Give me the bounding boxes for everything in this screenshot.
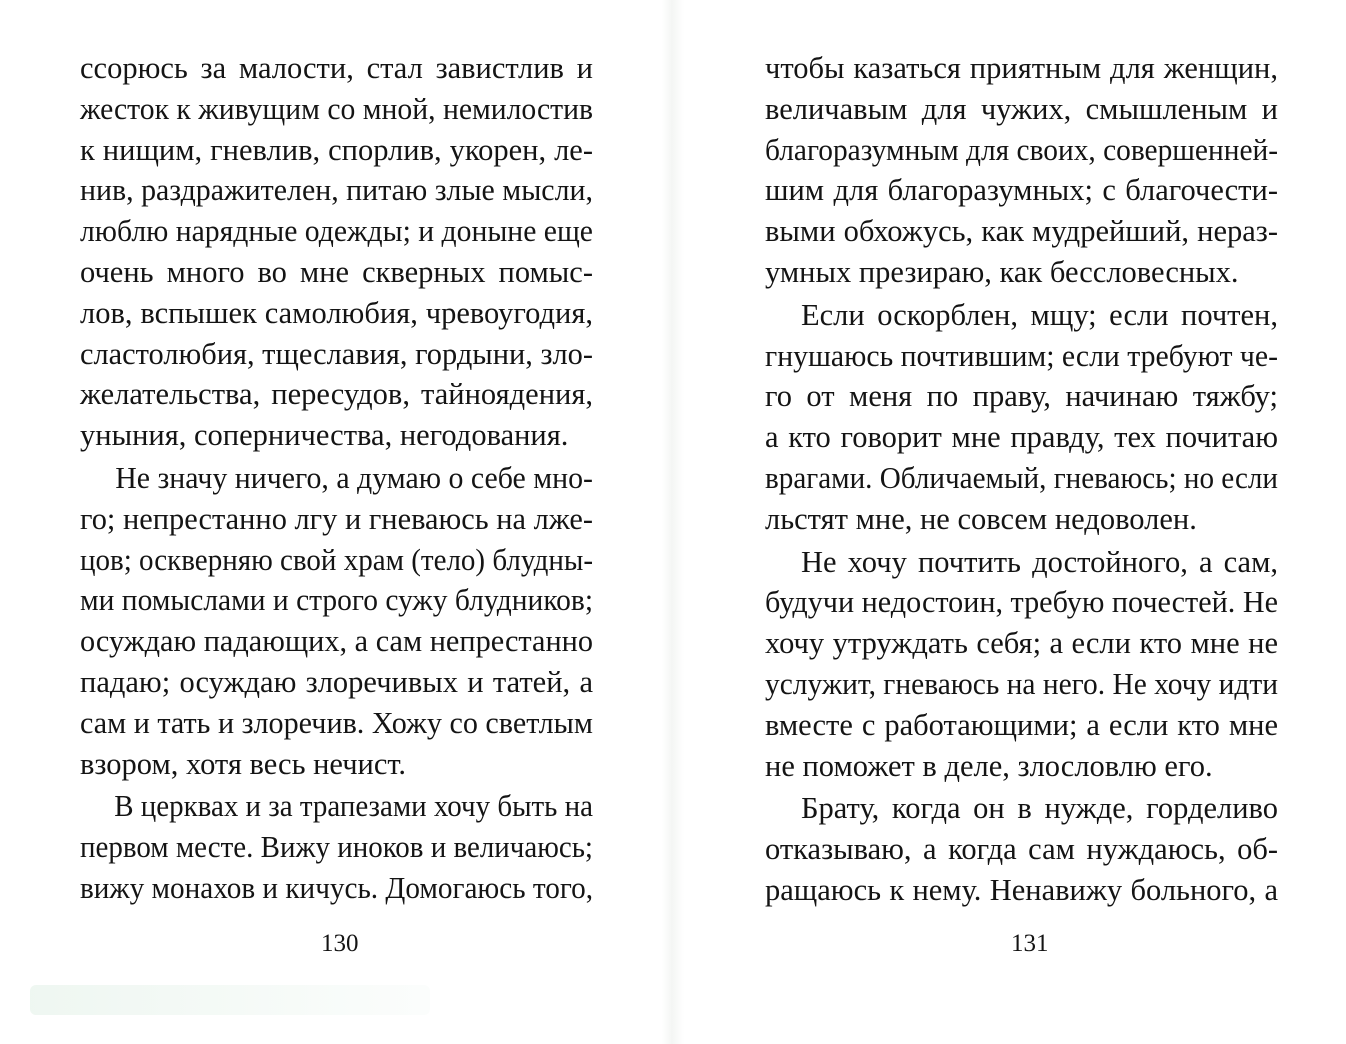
text-line: нив, раздражителен, питаю злые мысли, bbox=[80, 173, 594, 208]
text-line: ми помыслами и строго сужу блудников; bbox=[80, 583, 594, 618]
text-line: вместе с работающими; а если кто мне bbox=[765, 707, 1278, 742]
left-page-number: 130 bbox=[321, 930, 359, 957]
text-line: выми обхожусь, как мудрейший, нераз- bbox=[765, 214, 1278, 249]
text-line: Брату, когда он в нужде, горделиво bbox=[801, 791, 1278, 826]
paragraph bbox=[80, 48, 593, 456]
text-line: лов, вспышек самолюбия, чревоугодия, bbox=[80, 295, 593, 330]
text-line: чтобы казаться приятным для женщин, bbox=[765, 51, 1278, 85]
text-line: врагами. Обличаемый, гневаюсь; но если bbox=[765, 460, 1279, 495]
paragraph bbox=[765, 295, 1278, 540]
text-line: осуждаю падающих, а сам непрестанно bbox=[80, 624, 594, 659]
text-line: умных презираю, как бессловесных. bbox=[765, 254, 1239, 289]
right-page bbox=[765, 48, 1278, 911]
text-line: желательства, пересудов, тайноядения, bbox=[80, 377, 593, 412]
text-line: ссорюсь за малости, стал завистлив и bbox=[80, 51, 593, 85]
text-line: хочу утруждать себя; а если кто мне не bbox=[765, 626, 1278, 661]
text-line: сам и тать и злоречив. Хожу со светлым bbox=[80, 705, 593, 740]
text-line: В церквах и за трапезами хочу быть на bbox=[114, 789, 594, 824]
text-line: будучи недостоин, требую почестей. Не bbox=[765, 585, 1279, 620]
text-line: Не значу ничего, а думаю о себе мно- bbox=[115, 460, 594, 495]
text-line: вижу монахов и кичусь. Домогаюсь того, bbox=[80, 870, 594, 905]
paragraph bbox=[765, 48, 1278, 293]
text-line: к нищим, гневлив, спорлив, укорен, ле- bbox=[80, 132, 593, 167]
text-line: благоразумным для своих, совершенней- bbox=[765, 132, 1279, 167]
text-line: не поможет в деле, злословлю его. bbox=[765, 748, 1213, 783]
text-line: льстят мне, не совсем недоволен. bbox=[765, 501, 1197, 536]
paragraph bbox=[765, 542, 1278, 787]
page-smudge bbox=[30, 985, 430, 1015]
book-gutter bbox=[662, 0, 684, 1044]
text-line: а кто говорит мне правду, тех почитаю bbox=[765, 420, 1278, 455]
text-line: падаю; осуждаю злоречивых и татей, а bbox=[80, 664, 593, 699]
text-line: го от меня по праву, начинаю тяжбу; bbox=[765, 379, 1278, 414]
text-line: жесток к живущим со мной, немилостив bbox=[80, 91, 594, 126]
text-line: отказываю, а когда сам нуждаюсь, об- bbox=[765, 832, 1278, 867]
text-line: люблю нарядные одежды; и доныне еще bbox=[80, 214, 593, 249]
text-line: Не хочу почтить достойного, а сам, bbox=[801, 544, 1278, 579]
text-line: сластолюбия, тщеславия, гордыни, зло- bbox=[80, 336, 593, 371]
text-line: первом месте. Вижу иноков и величаюсь; bbox=[80, 830, 593, 865]
text-line: очень много во мне скверных помыс- bbox=[80, 254, 593, 289]
paragraph bbox=[80, 786, 593, 908]
text-line: цов; оскверняю свой храм (тело) блудны- bbox=[80, 542, 594, 577]
text-line: шим для благоразумных; с благочести- bbox=[765, 173, 1278, 208]
paragraph bbox=[80, 458, 593, 784]
text-line: го; непрестанно лгу и гневаюсь на лже- bbox=[80, 501, 594, 536]
text-line: уныния, соперничества, негодования. bbox=[80, 418, 569, 453]
text-line: Если оскорблен, мщу; если почтен, bbox=[801, 297, 1278, 332]
text-line: услужит, гневаюсь на него. Не хочу идти bbox=[765, 666, 1279, 701]
right-page-number: 131 bbox=[1011, 930, 1049, 957]
text-line: взором, хотя весь нечист. bbox=[80, 746, 407, 781]
paragraph bbox=[765, 788, 1278, 910]
text-line: величавым для чужих, смышленым и bbox=[765, 91, 1278, 126]
text-line: гнушаюсь почтившим; если требуют че- bbox=[765, 338, 1278, 373]
text-line: ращаюсь к нему. Ненавижу больного, а bbox=[765, 872, 1278, 907]
left-page bbox=[80, 48, 593, 909]
